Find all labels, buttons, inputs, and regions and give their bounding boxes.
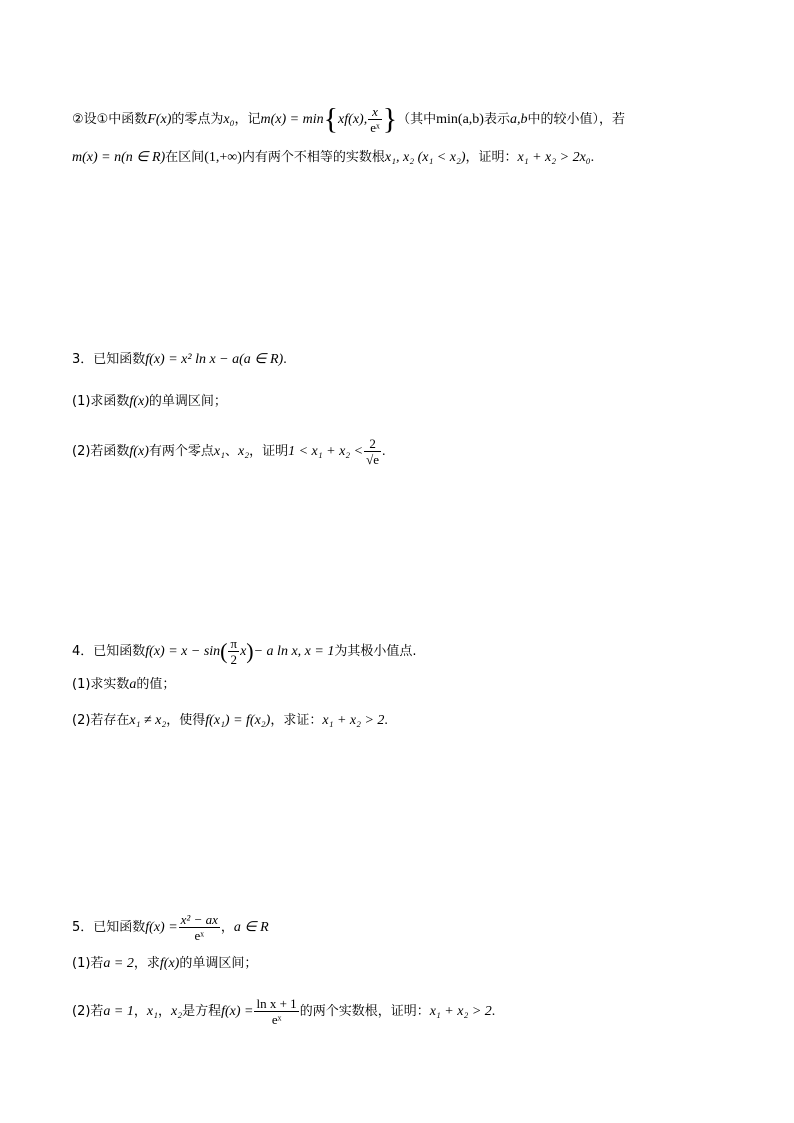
fraction-denominator: eˣ <box>370 120 380 135</box>
fraction <box>368 104 382 135</box>
fraction <box>179 912 220 943</box>
math-expression: x₁, x₂ (x₁ < x₂) <box>384 150 466 165</box>
period: . <box>384 713 388 728</box>
math-expression: − a ln x, x = 1 <box>253 644 335 659</box>
math-expression: x₁ <box>213 444 225 459</box>
math-expression: x₁ + x₂ > 2 <box>322 713 385 728</box>
period: . <box>590 150 595 165</box>
math-expression: 1 < x₁ + x₂ < <box>288 444 364 459</box>
fraction <box>364 436 381 467</box>
fraction-denominator: √e <box>366 452 380 467</box>
math-expression: x₂ <box>171 1004 183 1019</box>
fraction-numerator: ln x + 1 <box>256 996 297 1011</box>
math-expression: min(a,b) <box>436 112 484 127</box>
text: 是方程 <box>182 1004 222 1019</box>
math-expression: f(x) <box>129 394 149 409</box>
text: 内有两个不相等的实数根 <box>241 150 385 165</box>
text: 的单调区间； <box>148 394 227 409</box>
problem5-q1 <box>72 954 257 974</box>
problem2-line1 <box>72 104 625 135</box>
problem4-stem <box>72 636 416 667</box>
text: ②设①中函数 <box>72 112 148 127</box>
brace-open: { <box>323 102 339 136</box>
period: . <box>283 352 287 367</box>
math-expression: f(x) <box>129 444 149 459</box>
math-expression: f(x) = x − sin <box>145 644 221 659</box>
problem2-line2 <box>72 148 594 168</box>
brace-close: } <box>382 102 398 136</box>
math-expression: a,b <box>510 112 528 127</box>
fraction-numerator: x² − ax <box>180 912 218 927</box>
text: ，求证： <box>270 713 323 728</box>
math-expression: x₁ + x₂ > 2 <box>429 1004 492 1019</box>
fraction-denominator: eˣ <box>271 1012 282 1027</box>
math-expression: x₁ + x₂ > 2x₀ <box>517 150 591 165</box>
math-expression: xf(x), <box>338 112 368 127</box>
math-expression: F(x) <box>147 112 172 127</box>
math-expression: x₂ <box>237 444 250 459</box>
math-expression: m(x) = n(n ∈ R) <box>72 150 166 165</box>
text: (2)若函数 <box>72 444 130 459</box>
math-expression: f(x) = <box>221 1004 254 1019</box>
text: 中的较小值），若 <box>527 112 626 127</box>
separator: 、 <box>224 444 238 459</box>
problem-label: 4．已知函数 <box>72 644 146 659</box>
text: ， <box>220 920 234 935</box>
text: (1)若 <box>72 956 104 971</box>
math-expression: a = 1 <box>103 1004 134 1019</box>
fraction <box>228 636 239 667</box>
math-expression: f(x) = <box>145 920 178 935</box>
text: （其中 <box>397 112 437 127</box>
problem5-q2 <box>72 996 495 1027</box>
problem-label: 3．已知函数 <box>72 352 146 367</box>
text: (2)若 <box>72 1004 104 1019</box>
math-expression: a = 2 <box>103 956 134 971</box>
text: ，证明 <box>249 444 289 459</box>
text: ，证明： <box>465 150 518 165</box>
text: 为其极小值点. <box>334 644 417 659</box>
math-expression: x <box>240 644 247 659</box>
problem3-stem <box>72 350 287 370</box>
problem3-q2 <box>72 436 386 467</box>
math-expression: m(x) = min <box>260 112 324 127</box>
paren-close: ) <box>246 638 254 664</box>
problem-label: 5．已知函数 <box>72 920 146 935</box>
period: . <box>491 1004 496 1019</box>
problem3-q1 <box>72 392 227 412</box>
period: . <box>382 444 386 459</box>
problem5-stem <box>72 912 269 943</box>
fraction <box>254 996 298 1027</box>
text: 在区间 <box>165 150 205 165</box>
math-expression: a <box>129 677 137 692</box>
separator: ， <box>133 1004 147 1019</box>
math-expression: x₀ <box>223 112 235 127</box>
paren-open: ( <box>220 638 228 664</box>
math-expression: f(x₁) = f(x₂) <box>205 713 271 728</box>
text: 表示 <box>483 112 510 127</box>
fraction-numerator: 2 <box>364 436 381 452</box>
text: 的单调区间； <box>179 956 258 971</box>
text: (2)若存在 <box>72 713 130 728</box>
math-expression: x₁ ≠ x₂ <box>129 713 167 728</box>
separator: ， <box>157 1004 171 1019</box>
problem4-q2 <box>72 711 388 731</box>
text: (1)求实数 <box>72 677 130 692</box>
math-expression: (1,+∞) <box>204 150 242 165</box>
text: ，记 <box>234 112 261 127</box>
math-expression: f(x) = x² ln x − a(a ∈ R) <box>145 352 284 367</box>
text: ，求 <box>133 956 160 971</box>
text: ，使得 <box>166 713 206 728</box>
math-expression: a ∈ R <box>233 920 269 935</box>
text: 有两个零点 <box>148 444 214 459</box>
fraction-numerator: π <box>230 636 238 651</box>
text: 的值； <box>136 677 176 692</box>
problem4-q1 <box>72 675 175 695</box>
text: 的零点为 <box>171 112 224 127</box>
fraction-denominator: eˣ <box>194 928 205 943</box>
math-expression: x₁ <box>146 1004 158 1019</box>
text: 的两个实数根，证明： <box>299 1004 430 1019</box>
fraction-denominator: 2 <box>230 652 238 667</box>
text: (1)求函数 <box>72 394 130 409</box>
fraction-numerator: x <box>368 104 382 120</box>
math-expression: f(x) <box>159 956 180 971</box>
